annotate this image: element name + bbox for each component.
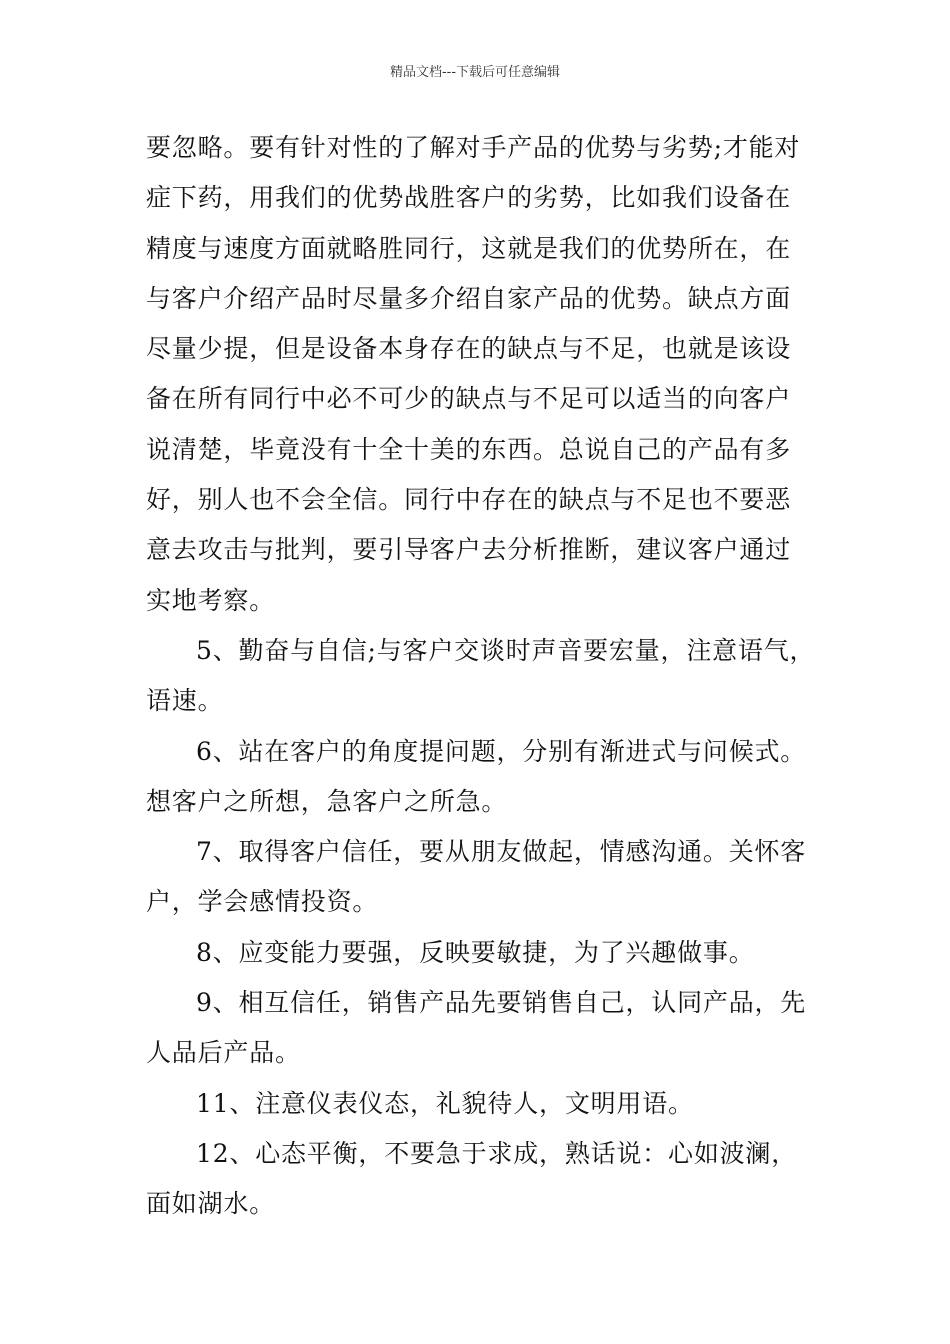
list-item-12: 12、心态平衡，不要急于求成，熟话说：心如波澜，	[196, 1138, 798, 1168]
text-line: 尽量少提，但是设备本身存在的缺点与不足，也就是该设	[146, 334, 792, 364]
text-line: 面如湖水。	[146, 1189, 276, 1219]
list-item-7: 7、取得客户信任，要从朋友做起，情感沟通。关怀客	[196, 837, 807, 867]
text-line: 好，别人也不会全信。同行中存在的缺点与不足也不要恶	[146, 485, 792, 515]
text-line: 人品后产品。	[146, 1038, 301, 1068]
text-line: 精度与速度方面就略胜同行，这就是我们的优势所在，在	[146, 233, 792, 263]
list-item-9: 9、相互信任，销售产品先要销售自己，认同产品，先	[196, 988, 807, 1018]
text-line: 实地考察。	[146, 585, 276, 615]
document-body	[146, 123, 816, 1230]
list-item-5: 5、勤奋与自信;与客户交谈时声音要宏量，注意语气，	[196, 635, 816, 665]
text-line: 要忽略。要有针对性的了解对手产品的优势与劣势;才能对	[146, 133, 801, 162]
text-line: 备在所有同行中必不可少的缺点与不足可以适当的向客户	[146, 384, 792, 414]
list-item-11: 11、注意仪表仪态，礼貌待人，文明用语。	[196, 1088, 694, 1118]
text-line: 户，学会感情投资。	[146, 887, 379, 917]
text-line: 意去攻击与批判，要引导客户去分析推断，建议客户通过	[146, 535, 792, 565]
list-item-6: 6、站在客户的角度提问题，分别有渐进式与问候式。	[196, 736, 807, 766]
page-header: 精品文档---下载后可任意编辑	[389, 65, 561, 80]
text-line: 症下药，用我们的优势战胜客户的劣势，比如我们设备在	[146, 183, 792, 213]
text-line: 与客户介绍产品时尽量多介绍自家产品的优势。缺点方面	[146, 283, 792, 313]
text-line: 想客户之所想，急客户之所急。	[146, 786, 508, 816]
text-line: 说清楚，毕竟没有十全十美的东西。总说自己的产品有多	[146, 434, 792, 464]
text-line: 语速。	[146, 686, 224, 716]
list-item-8: 8、应变能力要强，反映要敏捷，为了兴趣做事。	[196, 937, 755, 967]
